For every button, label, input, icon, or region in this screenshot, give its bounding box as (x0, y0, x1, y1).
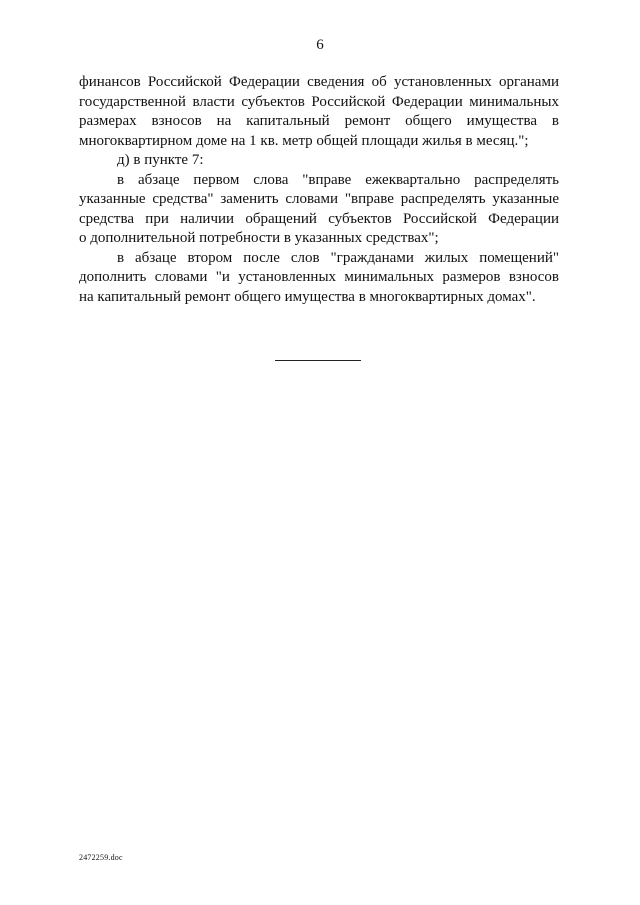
text-line: в абзаце втором после слов "гражданами жилых помещений" (117, 249, 559, 266)
text-line: д) в пункте 7: (117, 152, 204, 168)
text-line: о дополнительной потребности в указанных средствах"; (79, 230, 439, 246)
text-line: средства при наличии обращений субъектов Российской Федерации (79, 210, 559, 227)
text-line: размерах взносов на капитальный ремонт общего имущества в (79, 113, 559, 129)
text-line: государственной власти субъектов Российской Федерации минимальных (79, 93, 559, 110)
page-number: 6 (316, 37, 324, 53)
footer-filename: 2472259.doc (79, 853, 123, 862)
text-line: в абзаце первом слова "вправе ежеквартально распределять (117, 171, 559, 188)
text-line: дополнить словами "и установленных минимальных размеров взносов (79, 269, 559, 285)
end-of-text-rule (275, 360, 361, 361)
text-line: финансов Российской Федерации сведения об установленных органами (79, 74, 559, 90)
text-line: на капитальный ремонт общего имущества в многоквартирных домах". (79, 288, 536, 305)
document-body (79, 73, 559, 307)
text-line: указанные средства" заменить словами "вправе распределять указанные (79, 191, 559, 207)
text-line: многоквартирном доме на 1 кв. метр общей площади жилья в месяц."; (79, 132, 529, 149)
